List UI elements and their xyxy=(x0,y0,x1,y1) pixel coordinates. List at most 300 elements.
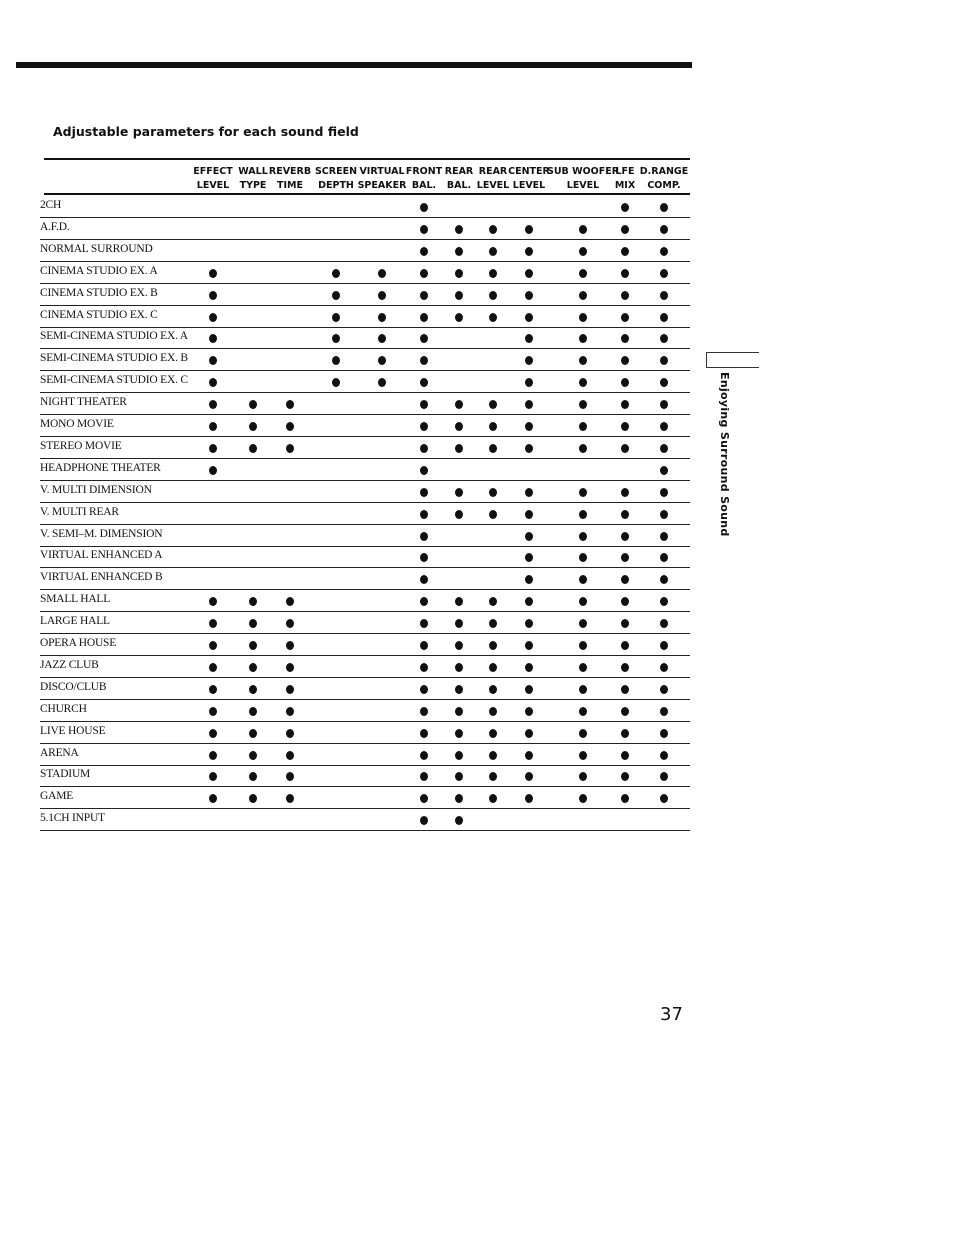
adjustable-dot-icon xyxy=(660,532,668,541)
adjustable-dot-icon xyxy=(579,510,587,519)
adjustable-dot-icon xyxy=(209,269,217,278)
adjustable-dot-icon xyxy=(525,422,533,431)
adjustable-dot-icon xyxy=(332,291,340,300)
adjustable-dot-icon xyxy=(209,400,217,409)
adjustable-dot-icon xyxy=(455,510,463,519)
adjustable-dot-icon xyxy=(420,575,428,584)
adjustable-dot-icon xyxy=(489,444,497,453)
adjustable-dot-icon xyxy=(660,378,668,387)
adjustable-dot-icon xyxy=(660,313,668,322)
adjustable-dot-icon xyxy=(660,510,668,519)
adjustable-dot-icon xyxy=(525,532,533,541)
adjustable-dot-icon xyxy=(489,685,497,694)
adjustable-dot-icon xyxy=(455,619,463,628)
table-row xyxy=(40,809,690,831)
adjustable-dot-icon xyxy=(286,663,294,672)
adjustable-dot-icon xyxy=(660,400,668,409)
adjustable-dot-icon xyxy=(489,488,497,497)
adjustable-dot-icon xyxy=(489,619,497,628)
adjustable-dot-icon xyxy=(660,597,668,606)
adjustable-dot-icon xyxy=(489,663,497,672)
column-header-line2: LEVEL xyxy=(512,180,546,191)
adjustable-dot-icon xyxy=(249,619,257,628)
adjustable-dot-icon xyxy=(660,356,668,365)
column-header-line1: EFFECT xyxy=(193,166,233,177)
adjustable-dot-icon xyxy=(420,334,428,343)
table-row xyxy=(40,612,690,634)
adjustable-dot-icon xyxy=(332,313,340,322)
row-divider xyxy=(40,830,690,831)
adjustable-dot-icon xyxy=(455,816,463,825)
adjustable-dot-icon xyxy=(249,685,257,694)
adjustable-dot-icon xyxy=(579,356,587,365)
adjustable-dot-icon xyxy=(286,707,294,716)
adjustable-dot-icon xyxy=(525,291,533,300)
adjustable-dot-icon xyxy=(660,466,668,475)
adjustable-dot-icon xyxy=(579,619,587,628)
column-header-line2: BAL. xyxy=(411,180,437,191)
adjustable-dot-icon xyxy=(209,291,217,300)
adjustable-dot-icon xyxy=(660,269,668,278)
adjustable-dot-icon xyxy=(378,269,386,278)
adjustable-dot-icon xyxy=(209,334,217,343)
column-header xyxy=(547,165,619,193)
adjustable-dot-icon xyxy=(621,663,629,672)
adjustable-dot-icon xyxy=(420,422,428,431)
adjustable-dot-icon xyxy=(420,707,428,716)
adjustable-dot-icon xyxy=(525,575,533,584)
table-row xyxy=(40,262,690,284)
adjustable-dot-icon xyxy=(525,794,533,803)
adjustable-dot-icon xyxy=(420,488,428,497)
adjustable-dot-icon xyxy=(209,663,217,672)
table-row xyxy=(40,656,690,678)
adjustable-dot-icon xyxy=(579,269,587,278)
column-header-line2: LEVEL xyxy=(476,180,510,191)
table-row xyxy=(40,459,690,481)
adjustable-dot-icon xyxy=(332,356,340,365)
column-header xyxy=(406,165,442,193)
adjustable-dot-icon xyxy=(621,510,629,519)
sound-field-name: LARGE HALL xyxy=(40,615,110,628)
table-row xyxy=(40,525,690,547)
adjustable-dot-icon xyxy=(525,488,533,497)
adjustable-dot-icon xyxy=(660,553,668,562)
sound-field-name: NORMAL SURROUND xyxy=(40,242,153,255)
adjustable-dot-icon xyxy=(455,422,463,431)
sound-field-name: V. SEMI–M. DIMENSION xyxy=(40,527,163,540)
adjustable-dot-icon xyxy=(455,707,463,716)
adjustable-dot-icon xyxy=(420,641,428,650)
adjustable-dot-icon xyxy=(579,553,587,562)
sound-field-name: MONO MOVIE xyxy=(40,418,114,430)
adjustable-dot-icon xyxy=(209,641,217,650)
adjustable-dot-icon xyxy=(420,247,428,256)
column-header xyxy=(315,165,357,193)
adjustable-dot-icon xyxy=(660,225,668,234)
adjustable-dot-icon xyxy=(621,334,629,343)
adjustable-dot-icon xyxy=(420,269,428,278)
adjustable-dot-icon xyxy=(209,378,217,387)
adjustable-dot-icon xyxy=(455,597,463,606)
adjustable-dot-icon xyxy=(660,203,668,212)
adjustable-dot-icon xyxy=(420,816,428,825)
sound-field-name: GAME xyxy=(40,790,74,803)
adjustable-dot-icon xyxy=(621,707,629,716)
sound-field-name: SEMI-CINEMA STUDIO EX. A xyxy=(40,330,188,343)
sound-field-name: JAZZ CLUB xyxy=(40,658,99,671)
adjustable-dot-icon xyxy=(489,729,497,738)
adjustable-dot-icon xyxy=(249,400,257,409)
table-top-rule xyxy=(44,158,690,160)
adjustable-dot-icon xyxy=(579,575,587,584)
adjustable-dot-icon xyxy=(378,313,386,322)
table-row xyxy=(40,634,690,656)
sound-field-name: CINEMA STUDIO EX. C xyxy=(40,308,158,321)
adjustable-dot-icon xyxy=(420,751,428,760)
column-header xyxy=(238,165,268,193)
adjustable-dot-icon xyxy=(489,707,497,716)
sound-field-name: 2CH xyxy=(40,199,62,211)
adjustable-dot-icon xyxy=(525,334,533,343)
adjustable-dot-icon xyxy=(621,794,629,803)
column-header xyxy=(508,165,550,193)
adjustable-dot-icon xyxy=(579,772,587,781)
table-row xyxy=(40,218,690,240)
adjustable-dot-icon xyxy=(286,772,294,781)
column-header-line2: LEVEL xyxy=(196,180,230,191)
adjustable-dot-icon xyxy=(621,597,629,606)
column-header-line2: TIME xyxy=(277,180,303,191)
adjustable-dot-icon xyxy=(579,532,587,541)
sound-field-name: SEMI-CINEMA STUDIO EX. B xyxy=(40,352,188,365)
adjustable-dot-icon xyxy=(525,378,533,387)
adjustable-dot-icon xyxy=(286,729,294,738)
adjustable-dot-icon xyxy=(286,422,294,431)
sound-field-name: SEMI-CINEMA STUDIO EX. C xyxy=(40,374,188,387)
adjustable-dot-icon xyxy=(378,356,386,365)
adjustable-dot-icon xyxy=(621,356,629,365)
table-row xyxy=(40,327,690,349)
adjustable-dot-icon xyxy=(420,291,428,300)
adjustable-dot-icon xyxy=(420,225,428,234)
adjustable-dot-icon xyxy=(489,225,497,234)
adjustable-dot-icon xyxy=(286,619,294,628)
adjustable-dot-icon xyxy=(579,225,587,234)
column-header xyxy=(640,165,688,193)
adjustable-dot-icon xyxy=(209,772,217,781)
adjustable-dot-icon xyxy=(579,707,587,716)
adjustable-dot-icon xyxy=(525,400,533,409)
adjustable-dot-icon xyxy=(489,247,497,256)
table-row xyxy=(40,568,690,590)
adjustable-dot-icon xyxy=(286,597,294,606)
table-row xyxy=(40,700,690,722)
adjustable-dot-icon xyxy=(209,794,217,803)
adjustable-dot-icon xyxy=(579,422,587,431)
adjustable-dot-icon xyxy=(455,729,463,738)
table-row xyxy=(40,765,690,787)
adjustable-dot-icon xyxy=(286,641,294,650)
adjustable-dot-icon xyxy=(209,751,217,760)
sound-field-name: SMALL HALL xyxy=(40,593,111,606)
adjustable-dot-icon xyxy=(420,729,428,738)
adjustable-dot-icon xyxy=(420,619,428,628)
sound-field-name: NIGHT THEATER xyxy=(40,396,127,409)
adjustable-dot-icon xyxy=(525,751,533,760)
adjustable-dot-icon xyxy=(209,707,217,716)
adjustable-dot-icon xyxy=(525,553,533,562)
adjustable-dot-icon xyxy=(489,751,497,760)
sound-field-name: OPERA HOUSE xyxy=(40,637,117,649)
adjustable-dot-icon xyxy=(621,400,629,409)
adjustable-dot-icon xyxy=(420,400,428,409)
adjustable-dot-icon xyxy=(420,685,428,694)
adjustable-dot-icon xyxy=(660,772,668,781)
adjustable-dot-icon xyxy=(489,291,497,300)
adjustable-dot-icon xyxy=(579,663,587,672)
adjustable-dot-icon xyxy=(579,751,587,760)
adjustable-dot-icon xyxy=(660,488,668,497)
column-header-line2: MIX xyxy=(614,180,636,191)
sound-field-name: CINEMA STUDIO EX. B xyxy=(40,286,158,299)
column-header-line1: SUB WOOFER xyxy=(546,166,620,177)
table-row xyxy=(40,240,690,262)
adjustable-dot-icon xyxy=(420,313,428,322)
adjustable-dot-icon xyxy=(209,619,217,628)
adjustable-dot-icon xyxy=(621,313,629,322)
column-header-line1: VIRTUAL xyxy=(359,166,405,177)
adjustable-dot-icon xyxy=(621,729,629,738)
column-header-line1: FRONT xyxy=(405,166,443,177)
table-row xyxy=(40,196,690,218)
adjustable-dot-icon xyxy=(249,663,257,672)
adjustable-dot-icon xyxy=(332,378,340,387)
adjustable-dot-icon xyxy=(525,597,533,606)
adjustable-dot-icon xyxy=(489,641,497,650)
adjustable-dot-icon xyxy=(579,641,587,650)
adjustable-dot-icon xyxy=(579,444,587,453)
adjustable-dot-icon xyxy=(621,488,629,497)
column-header-line2: BAL. xyxy=(446,180,472,191)
adjustable-dot-icon xyxy=(660,422,668,431)
adjustable-dot-icon xyxy=(455,291,463,300)
adjustable-dot-icon xyxy=(660,663,668,672)
adjustable-dot-icon xyxy=(249,751,257,760)
adjustable-dot-icon xyxy=(525,641,533,650)
adjustable-dot-icon xyxy=(286,794,294,803)
table-row xyxy=(40,349,690,371)
adjustable-dot-icon xyxy=(209,685,217,694)
adjustable-dot-icon xyxy=(660,575,668,584)
sound-field-name: LIVE HOUSE xyxy=(40,724,106,737)
adjustable-dot-icon xyxy=(455,685,463,694)
adjustable-dot-icon xyxy=(286,400,294,409)
adjustable-dot-icon xyxy=(579,313,587,322)
adjustable-dot-icon xyxy=(525,510,533,519)
sound-field-name: VIRTUAL ENHANCED B xyxy=(40,571,163,584)
sound-field-name: ARENA xyxy=(40,746,79,759)
adjustable-dot-icon xyxy=(525,729,533,738)
adjustable-dot-icon xyxy=(209,422,217,431)
adjustable-dot-icon xyxy=(489,269,497,278)
adjustable-dot-icon xyxy=(249,729,257,738)
adjustable-dot-icon xyxy=(621,772,629,781)
adjustable-dot-icon xyxy=(455,488,463,497)
column-header-line1: SCREEN xyxy=(314,166,358,177)
adjustable-dot-icon xyxy=(621,641,629,650)
adjustable-dot-icon xyxy=(660,334,668,343)
column-header-line2: LEVEL xyxy=(566,180,600,191)
sound-field-name: DISCO/CLUB xyxy=(40,680,107,693)
adjustable-dot-icon xyxy=(660,619,668,628)
adjustable-dot-icon xyxy=(525,685,533,694)
adjustable-dot-icon xyxy=(525,356,533,365)
column-header-line1: LFE xyxy=(615,166,635,177)
adjustable-dot-icon xyxy=(455,225,463,234)
column-header xyxy=(269,165,311,193)
adjustable-dot-icon xyxy=(489,510,497,519)
table-row xyxy=(40,371,690,393)
adjustable-dot-icon xyxy=(420,203,428,212)
adjustable-dot-icon xyxy=(579,597,587,606)
adjustable-dot-icon xyxy=(489,597,497,606)
column-header-line2: DEPTH xyxy=(318,180,354,191)
adjustable-dot-icon xyxy=(455,772,463,781)
column-header-line1: REAR xyxy=(478,166,508,177)
adjustable-dot-icon xyxy=(249,597,257,606)
adjustable-dot-icon xyxy=(489,313,497,322)
adjustable-dot-icon xyxy=(286,685,294,694)
adjustable-dot-icon xyxy=(209,466,217,475)
adjustable-dot-icon xyxy=(209,444,217,453)
adjustable-dot-icon xyxy=(420,794,428,803)
sound-field-name: HEADPHONE THEATER xyxy=(40,461,161,474)
adjustable-dot-icon xyxy=(660,707,668,716)
adjustable-dot-icon xyxy=(621,444,629,453)
adjustable-dot-icon xyxy=(579,729,587,738)
adjustable-dot-icon xyxy=(489,772,497,781)
sound-field-name: VIRTUAL ENHANCED A xyxy=(40,549,163,562)
table-row xyxy=(40,744,690,766)
adjustable-dot-icon xyxy=(579,291,587,300)
column-header-line2: SPEAKER xyxy=(357,180,407,191)
adjustable-dot-icon xyxy=(660,444,668,453)
adjustable-dot-icon xyxy=(286,444,294,453)
adjustable-dot-icon xyxy=(420,553,428,562)
adjustable-dot-icon xyxy=(621,685,629,694)
adjustable-dot-icon xyxy=(420,663,428,672)
adjustable-dot-icon xyxy=(525,444,533,453)
adjustable-dot-icon xyxy=(660,291,668,300)
page-number: 37 xyxy=(660,1004,683,1025)
adjustable-dot-icon xyxy=(525,707,533,716)
adjustable-dot-icon xyxy=(621,247,629,256)
adjustable-dot-icon xyxy=(209,729,217,738)
sound-field-name: A.F.D. xyxy=(40,220,70,233)
column-header-line1: D.RANGE xyxy=(639,166,689,177)
column-header-line1: WALL xyxy=(238,166,268,177)
adjustable-dot-icon xyxy=(525,247,533,256)
adjustable-dot-icon xyxy=(621,532,629,541)
adjustable-dot-icon xyxy=(525,772,533,781)
adjustable-dot-icon xyxy=(420,532,428,541)
adjustable-dot-icon xyxy=(621,378,629,387)
adjustable-dot-icon xyxy=(489,794,497,803)
top-rule xyxy=(16,62,692,68)
column-header-line1: REAR xyxy=(444,166,474,177)
column-header-line2: TYPE xyxy=(239,180,267,191)
adjustable-dot-icon xyxy=(249,794,257,803)
adjustable-dot-icon xyxy=(332,269,340,278)
adjustable-dot-icon xyxy=(621,291,629,300)
adjustable-dot-icon xyxy=(579,334,587,343)
adjustable-dot-icon xyxy=(579,794,587,803)
adjustable-dot-icon xyxy=(489,422,497,431)
adjustable-dot-icon xyxy=(286,751,294,760)
column-header-line1: REVERB xyxy=(268,166,312,177)
column-header xyxy=(445,165,473,193)
adjustable-dot-icon xyxy=(249,772,257,781)
adjustable-dot-icon xyxy=(455,663,463,672)
adjustable-dot-icon xyxy=(420,356,428,365)
adjustable-dot-icon xyxy=(209,597,217,606)
adjustable-dot-icon xyxy=(249,707,257,716)
adjustable-dot-icon xyxy=(455,313,463,322)
table-row xyxy=(40,546,690,568)
table-row xyxy=(40,503,690,525)
column-header-line1: CENTER xyxy=(508,166,550,177)
adjustable-dot-icon xyxy=(455,641,463,650)
adjustable-dot-icon xyxy=(660,794,668,803)
adjustable-dot-icon xyxy=(621,422,629,431)
column-header xyxy=(615,165,635,193)
table-row xyxy=(40,306,690,328)
adjustable-dot-icon xyxy=(378,291,386,300)
table-row xyxy=(40,678,690,700)
table-row xyxy=(40,481,690,503)
table-row xyxy=(40,415,690,437)
sound-field-name: CINEMA STUDIO EX. A xyxy=(40,264,158,277)
table-row xyxy=(40,787,690,809)
adjustable-dot-icon xyxy=(249,444,257,453)
adjustable-dot-icon xyxy=(621,553,629,562)
adjustable-dot-icon xyxy=(420,772,428,781)
adjustable-dot-icon xyxy=(621,225,629,234)
adjustable-dot-icon xyxy=(209,313,217,322)
sound-field-name: 5.1CH INPUT xyxy=(40,812,105,825)
column-header xyxy=(358,165,407,193)
table-row xyxy=(40,722,690,744)
adjustable-dot-icon xyxy=(420,466,428,475)
sound-field-name: V. MULTI DIMENSION xyxy=(40,483,152,496)
adjustable-dot-icon xyxy=(660,751,668,760)
adjustable-dot-icon xyxy=(455,400,463,409)
adjustable-dot-icon xyxy=(579,685,587,694)
adjustable-dot-icon xyxy=(660,247,668,256)
adjustable-dot-icon xyxy=(621,751,629,760)
column-header xyxy=(477,165,509,193)
table-row xyxy=(40,590,690,612)
adjustable-dot-icon xyxy=(420,444,428,453)
adjustable-dot-icon xyxy=(660,641,668,650)
side-tab-marker xyxy=(706,352,759,368)
adjustable-dot-icon xyxy=(249,641,257,650)
adjustable-dot-icon xyxy=(209,356,217,365)
adjustable-dot-icon xyxy=(455,247,463,256)
adjustable-dot-icon xyxy=(579,400,587,409)
adjustable-dot-icon xyxy=(455,794,463,803)
